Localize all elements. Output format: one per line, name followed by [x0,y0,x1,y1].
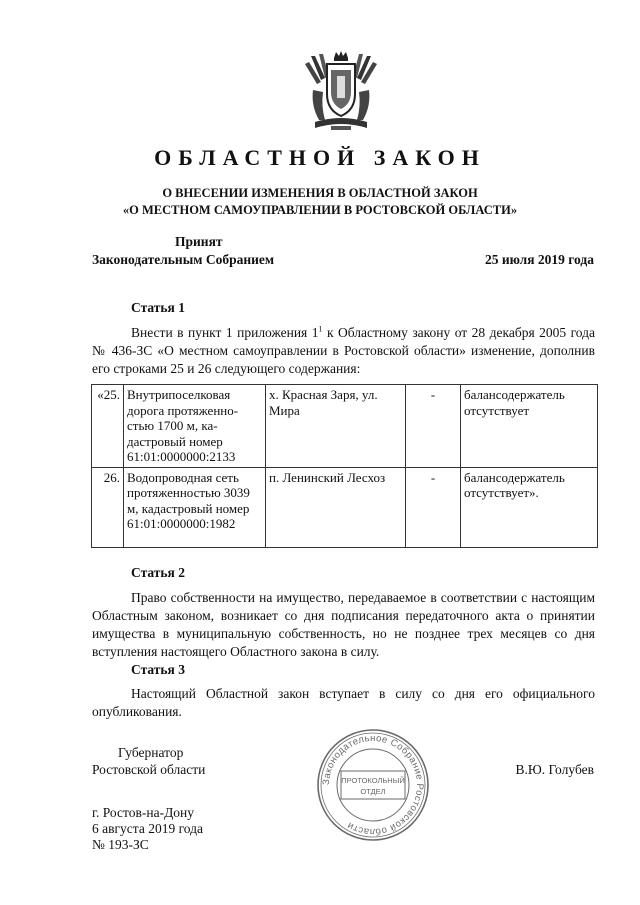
document-title: ОБЛАСТНОЙ ЗАКОН [154,145,486,170]
seal-center-line-2: ОТДЕЛ [360,787,386,796]
official-seal-stamp [315,727,431,843]
adoption-date: 25 июля 2019 года [485,252,594,267]
balance-holder: балансодержатель отсутствует [461,385,598,468]
seal-ring-text: Законодательное Собрание Ростовской области [320,732,426,838]
amendment-table [91,384,598,548]
document-subtitle-line-2: «О МЕСТНОМ САМОУПРАВЛЕНИИ В РОСТОВСКОЙ ОБЛАСТИ» [122,203,518,217]
empty-dash: - [406,467,461,547]
signing-date: 6 августа 2019 года [92,821,203,836]
object-description: Водопроводная сеть протяженностью 3039 м, кадастровый номер 61:01:0000000:1982 [124,467,266,547]
table-row [92,385,598,468]
adoption-line-2: Законодательным Собранием [92,252,275,267]
article-1-text: Внести в пункт 1 приложения $1^1$ к Областному закону от 28 декабря 2005 года № 436-ЗС «О местном самоуправлении в Ростовской области» изменение, дополнив его строками 25 и 26 следующего содержания: [92,324,595,376]
adoption-line-1: Принят [175,234,223,249]
law-number: № 193-ЗС [92,837,149,852]
row-number: 26. [92,467,124,547]
object-address: х. Красная Заря, ул. Мира [266,385,406,468]
signatory-name: В.Ю. Голубев [515,762,594,777]
article-2-text: Право собственности на имущество, передаваемое в соответствии с настоящим Областным законом, возникает со дня подписания передаточного акта о принятии имущества в муниципальную собственность, но не позднее трех месяцев со дня вступления настоящего Областного закона в силу. [92,590,595,659]
row-number: «25. [92,385,124,468]
balance-holder: балансодержатель отсутствует». [461,467,598,547]
article-1-heading: Статья 1 [131,300,185,315]
seal-center-line-1: ПРОТОКОЛЬНЫЙ [341,776,405,785]
signatory-title-line-2: Ростовской области [92,762,206,777]
article-2-heading: Статья 2 [131,565,185,580]
signing-city: г. Ростов-на-Дону [92,805,195,820]
table-row [92,467,598,547]
coat-of-arms-emblem [301,50,381,132]
object-address: п. Ленинский Лесхоз [266,467,406,547]
object-description: Внутрипоселковая дорога протяженно-стью 1700 м, ка-дастровый номер 61:01:0000000:2133 [124,385,266,468]
document-subtitle-line-1: О ВНЕСЕНИИ ИЗМЕНЕНИЯ В ОБЛАСТНОЙ ЗАКОН [162,186,478,200]
article-3-text: Настоящий Областной закон вступает в силу со дня его официального опубликования. [92,686,595,719]
signatory-title-line-1: Губернатор [118,745,184,760]
superscript: 1 [318,324,323,334]
article-3-heading: Статья 3 [131,662,185,677]
empty-dash: - [406,385,461,468]
